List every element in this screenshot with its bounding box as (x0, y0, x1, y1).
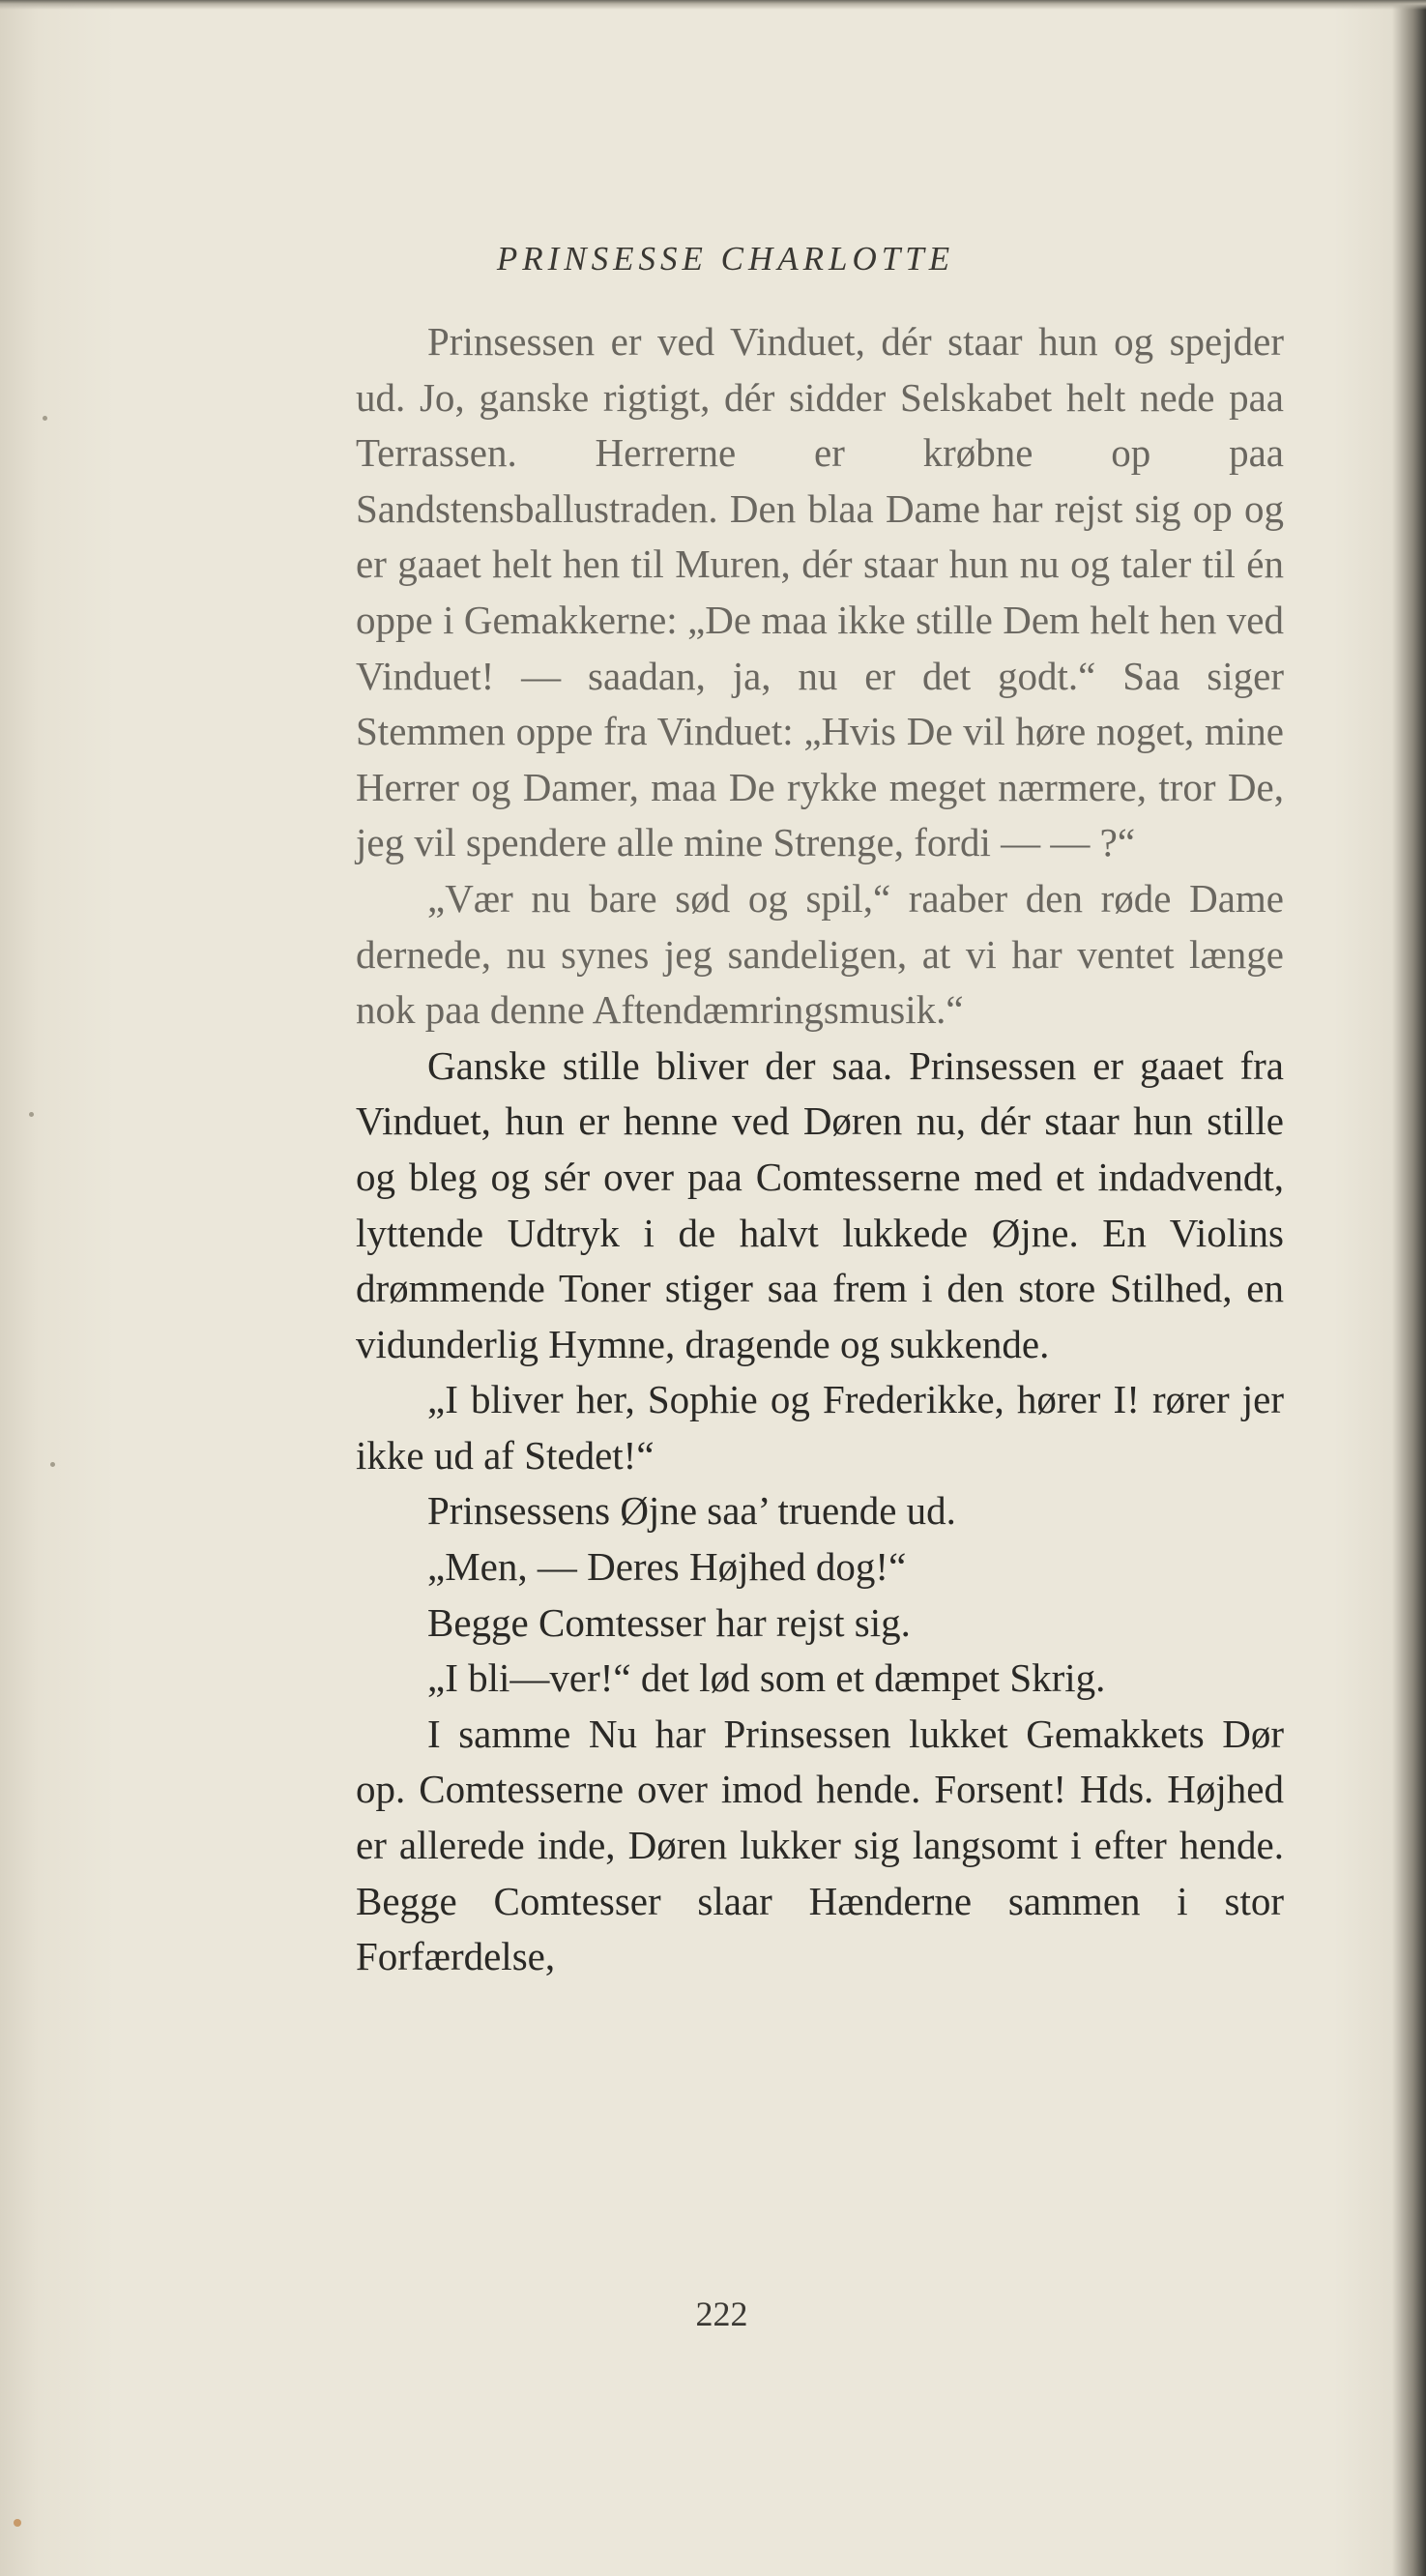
paragraph: „I bli—ver!“ det lød som et dæmpet Skrig. (427, 1655, 1106, 1701)
margin-speck (43, 416, 47, 421)
paragraph: Ganske stille bliver der saa. Prinsessen er gaaet fra Vinduet, hun er henne ved Døren nu, dér staar hun stille og bleg og sér over paa Comtesserne med et indadvendt, lyttende Udtryk i de halvt lukkede Øjne. En Violins drømmende Toner stiger saa frem i den store Stilhed, en vidunderlig Hymne, dragende og sukkende. (356, 1042, 1284, 1366)
body-text (356, 314, 1284, 1985)
paragraph: „I bliver her, Sophie og Frederikke, hører I! rører jer ikke ud af Stedet!“ (356, 1377, 1284, 1478)
paragraph: Prinsessen er ved Vinduet, dér staar hun og spejder ud. Jo, ganske rigtigt, dér sidder Selskabet helt nede paa Terrassen. Herrerne er krøbne op paa Sandstensballustraden. Den blaa Dame har rejst sig op og er gaaet helt hen til Muren, dér staar hun nu og taler til én oppe i Gemakkerne: „De maa ikke stille Dem helt hen ved Vinduet! — saadan, ja, nu er det godt.“ Saa siger Stemmen oppe fra Vinduet: „Hvis De vil høre noget, mine Herrer og Damer, maa De rykke meget nærmere, tror De, jeg vil spendere alle mine Strenge, fordi — — ?“ (356, 319, 1284, 865)
running-head: PRINSESSE CHARLOTTE (496, 240, 955, 278)
paragraph: I samme Nu har Prinsessen lukket Gemakkets Dør op. Comtesserne over imod hende. Forsent! Hds. Højhed er allerede inde, Døren lukker sig langsomt i efter hende. Begge Comtesser slaar Hænderne sammen i stor Forfærdelse, (356, 1711, 1284, 1979)
page-number: 222 (695, 2295, 748, 2333)
paragraph: Begge Comtesser har rejst sig. (427, 1599, 911, 1645)
margin-speck (14, 2519, 21, 2527)
paragraph: „Vær nu bare sød og spil,“ raaber den røde Dame dernede, nu synes jeg sandeligen, at vi har ventet længe nok paa denne Aftendæmringsmusik.“ (356, 875, 1284, 1033)
page-top-edge (0, 0, 1426, 10)
margin-speck (29, 1112, 34, 1117)
paragraph: „Men, — Deres Højhed dog!“ (427, 1544, 907, 1590)
paragraph: Prinsessens Øjne saa’ truende ud. (427, 1488, 956, 1534)
margin-speck (50, 1462, 55, 1467)
